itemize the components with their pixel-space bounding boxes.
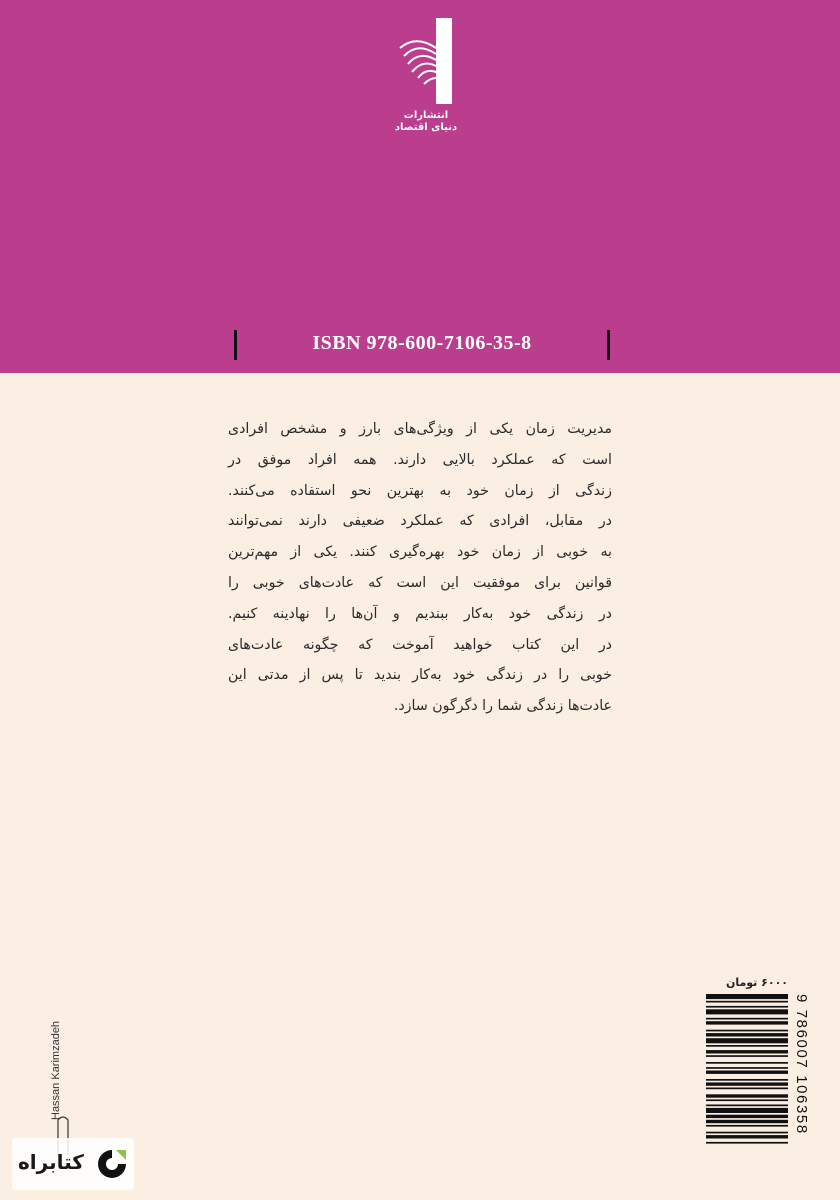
description-line: مدیریت زمان یکی از ویژگی‌های بارز و مشخص افرادی (228, 421, 612, 437)
barcode-bar (706, 1088, 788, 1090)
publisher-name-line2: دنیای اقتصاد (394, 122, 458, 133)
publisher-name-line1: انتشارات (403, 110, 449, 121)
ketabrah-logo-icon (96, 1148, 128, 1180)
publisher-logo (386, 18, 466, 136)
barcode-bar (706, 1050, 788, 1053)
barcode-bar (706, 1033, 788, 1036)
description-line: در مقابل، افرادی که عملکرد ضعیفی دارند نمی‌توانند (228, 513, 612, 530)
barcode-bar (706, 1006, 788, 1008)
isbn-text: ISBN 978-600-7106-35-8 (312, 332, 532, 354)
book-icon (396, 18, 456, 106)
barcode-bar (706, 1055, 788, 1057)
barcode-bar (706, 1132, 788, 1134)
barcode-bar (706, 1079, 788, 1081)
barcode-bar (706, 1067, 788, 1069)
barcode-bar (706, 1021, 788, 1024)
barcode-bar (706, 1142, 788, 1144)
book-description (228, 414, 612, 722)
description-line: خوبی را در زندگی خود به‌کار بندید تا پس از مدتی این (228, 667, 612, 684)
barcode-bar (706, 1062, 788, 1064)
barcode-bar (706, 1115, 788, 1118)
description-line: زندگی از زمان خود به بهترین نحو استفاده می‌کنند. (228, 482, 612, 499)
designer-credit (50, 1000, 70, 1120)
description-line: در این کتاب خواهید آموخت که چگونه عادت‌های (228, 636, 612, 653)
barcode-digits (790, 994, 810, 1190)
barcode-bar (706, 1082, 788, 1085)
description-line: است که عملکرد بالایی دارند. همه افراد موفق در (228, 451, 612, 468)
barcode-bar (706, 994, 788, 999)
barcode-bar (706, 1045, 788, 1047)
barcode-bar (706, 1099, 788, 1101)
barcode-bar (706, 1094, 788, 1097)
barcode-bar (706, 1125, 788, 1127)
price-label: ۶۰۰۰ تومان (725, 976, 788, 989)
barcode-bar (706, 1030, 788, 1032)
isbn-bar (234, 330, 610, 360)
cover-top-band (0, 0, 840, 373)
description-line: قوانین برای موفقیت این است که عادت‌های خوبی را (228, 574, 612, 591)
barcode-number: 9 786007 106358 (793, 994, 810, 1135)
watermark-badge (12, 1138, 134, 1190)
barcode-bar (706, 1009, 788, 1014)
barcode-bar (706, 1120, 788, 1123)
description-line: عادت‌ها زندگی شما را دگرگون سازد. (393, 698, 612, 715)
barcode-bar (706, 1135, 788, 1138)
watermark-text: کتابراه (18, 1150, 84, 1174)
barcode-bar (706, 1001, 788, 1003)
barcode-bar (706, 1105, 788, 1107)
barcode-bar (706, 1018, 788, 1020)
description-line: به خوبی از زمان خود بهره‌گیری کنند. یکی از مهم‌ترین (228, 544, 612, 561)
designer-name: Hassan Karimzadeh (50, 1020, 62, 1120)
isbn-right-tick (607, 330, 610, 360)
description-line: در زندگی خود به‌کار ببندیم و آن‌ها را نهادینه کنیم. (228, 605, 612, 622)
barcode-bar (706, 1038, 788, 1043)
barcode-bar (706, 1108, 788, 1113)
barcode-bar (706, 1071, 788, 1074)
